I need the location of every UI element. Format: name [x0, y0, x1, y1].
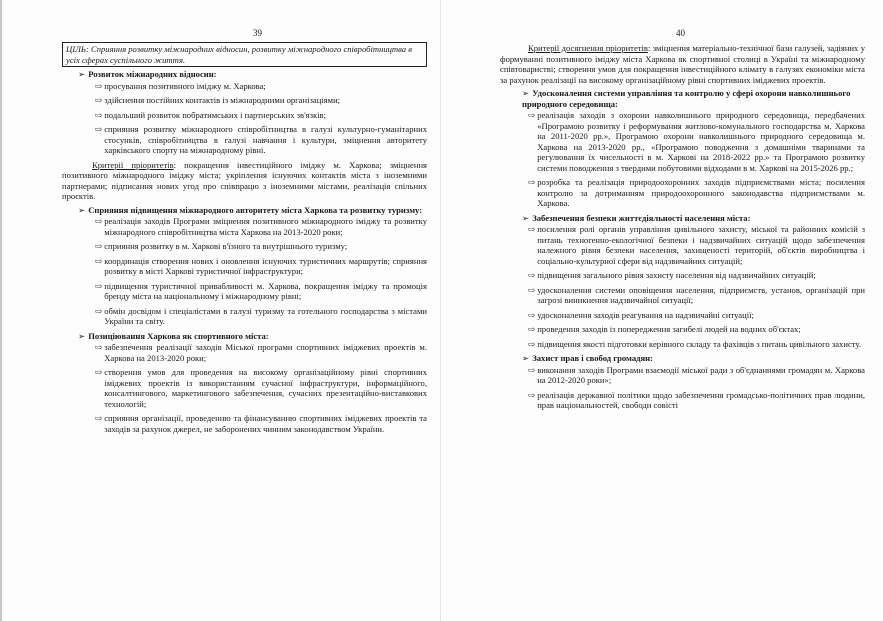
arrow-bullet-icon: ⇨ [95, 124, 103, 134]
list-item [95, 95, 427, 106]
list-item-text: сприяння розвитку міжнародного співробітництва в галузі культурно-гуманітарних стосунків, співробітництва в галузі навчання і культури, зміцнення авторитету харківського спорту на міжнародному рівні. [104, 124, 427, 155]
arrow-bullet-icon: ⇨ [528, 110, 536, 120]
bullet-list [500, 365, 865, 411]
list-item-text: підвищення загального рівня захисту населення від надзвичайних ситуацій; [537, 270, 816, 280]
criteria-paragraph: Критерії досягнення пріоритетів: зміцнення матеріально-технічної бази галузей, задіяних у формуванні позитивного іміджу міста Харкова як спортивної столиці в Україні та міжнародному співтоваристві; створення умов для покращення інвестиційного клімату в галузях економіки міста за рахунок реалізації на високому організаційному рівні спортивних іміджевих проектів. [500, 43, 865, 85]
list-item-text: реалізація заходів Програми зміцнення позитивного міжнародного іміджу та розвитку міжнародного співробітництва міста Харкова на 2013-2020 роки; [104, 216, 427, 237]
bullet-list [62, 342, 427, 434]
list-item-text: проведення заходів із попередження загибелі людей на водних об'єктах; [537, 324, 801, 334]
list-item [95, 256, 427, 277]
triangle-bullet-icon: ➢ [522, 212, 530, 223]
arrow-bullet-icon: ⇨ [95, 109, 103, 120]
list-item [95, 241, 427, 252]
list-item-text: реалізація державної політики щодо забезпечення громадсько-політичних прав людини, прав національностей, свободи совісті [537, 389, 865, 410]
arrow-bullet-icon: ⇨ [528, 309, 536, 320]
page-number-left: 39 [253, 28, 262, 38]
arrow-bullet-icon: ⇨ [95, 280, 103, 291]
triangle-bullet-icon: ➢ [522, 88, 530, 98]
list-item [95, 81, 427, 92]
list-item-text: сприяння організації, проведенню та фінансуванню спортивних іміджевих проектів та заходів за рахунок джерел, не заборонених чинним законодавством України. [104, 413, 427, 434]
arrow-bullet-icon: ⇨ [528, 364, 536, 375]
arrow-bullet-icon: ⇨ [95, 342, 103, 352]
arrow-bullet-icon: ⇨ [528, 224, 536, 234]
arrow-bullet-icon: ⇨ [528, 270, 536, 280]
section-heading: ➢ Сприяння підвищення міжнародного авторитету міста Харкова та розвитку туризму: [78, 204, 423, 215]
list-item [528, 339, 865, 350]
arrow-bullet-icon: ⇨ [528, 389, 536, 400]
section-heading: ➢ Удосконалення системи управління та контролю у сфері охорони навколишнього природного середовища: [522, 88, 851, 109]
list-item [528, 310, 865, 321]
list-item [528, 285, 865, 306]
arrow-bullet-icon: ⇨ [95, 80, 103, 91]
triangle-bullet-icon: ➢ [78, 69, 86, 79]
arrow-bullet-icon: ⇨ [95, 216, 103, 226]
arrow-bullet-icon: ⇨ [95, 241, 103, 251]
arrow-bullet-icon: ⇨ [95, 305, 103, 316]
list-item [528, 365, 865, 386]
list-item [528, 177, 865, 209]
list-item [95, 413, 427, 434]
list-item-text: підвищення туристичної привабливості м. Харкова, покращення іміджу та промоція бренду міста на національному і міжнародному рівні; [104, 280, 427, 301]
bullet-list [500, 110, 865, 209]
triangle-bullet-icon: ➢ [522, 353, 530, 363]
list-item [528, 390, 865, 411]
arrow-bullet-icon: ⇨ [95, 255, 103, 266]
scan-edge [0, 0, 2, 621]
list-item-text: подальший розвиток побратимських і партнерських зв'язків; [104, 109, 327, 120]
list-item [95, 306, 427, 327]
list-item-text: удосконалення заходів реагування на надзвичайні ситуації; [537, 309, 754, 320]
list-item-text: просування позитивного іміджу м. Харкова; [104, 80, 266, 91]
arrow-bullet-icon: ⇨ [528, 177, 536, 187]
list-item [95, 124, 427, 156]
bullet-list [62, 216, 427, 327]
list-item [95, 110, 427, 121]
left-page [62, 42, 427, 438]
list-item [528, 270, 865, 281]
list-item-text: обмін досвідом і спеціалістами в галузі туризму та готельного господарства з містами України та світу. [104, 305, 427, 326]
arrow-bullet-icon: ⇨ [95, 367, 103, 377]
list-item-text: виконання заходів Програми взаємодії міської ради з об'єднаннями громадян м. Харкова на 2012-2020 роки»; [537, 364, 865, 385]
list-item-text: сприяння розвитку в м. Харкові в'їзного та внутрішнього туризму; [104, 241, 348, 251]
arrow-bullet-icon: ⇨ [95, 95, 103, 105]
section-heading: ➢ Захист прав і свобод громадян: [522, 353, 653, 363]
arrow-bullet-icon: ⇨ [528, 284, 536, 295]
section-heading: ➢ Позиціювання Харкова як спортивного міста: [78, 330, 269, 341]
list-item-text: здійснення постійних контактів із міжнародними організаціями; [104, 95, 341, 105]
triangle-bullet-icon: ➢ [78, 204, 86, 215]
list-item-text: забезпечення реалізації заходів Міської програми спортивних іміджевих проектів м. Харкова на 2013-2020 роки; [104, 342, 427, 363]
bullet-list [62, 81, 427, 156]
section-heading: ➢ Забезпечення безпеки життєдіяльності населення міста: [522, 212, 751, 223]
goal-box: ЦІЛЬ: Сприяння розвитку міжнародних відносин, розвитку міжнародного співробітництва в усіх сферах суспільного життя. [62, 42, 427, 67]
right-page [500, 42, 865, 415]
list-item-text: посилення ролі органів управління цивільного захисту, міської та районних комісій з питань техногенно-екологічної безпеки і надзвичайних ситуацій щодо забезпечення належного рівня безпеки населення, захищеності територій, об'єктів виробництва і соціально-культурної сфери від надзвичайних ситуацій; [537, 224, 865, 266]
list-item-text: реалізація заходів з охорони навколишнього природного середовища, передбачених «Програмою розвитку і реформування житлово-комунального господарства м. Харкова на 2011-2020 рр.», Програмою охорони навколишнього природного середовища м. Харкова на 2013-2020 рр., «Програмою поводження з домашніми тваринами та регулювання їх чисельності в м. Харкові на 2018-2022 рр.» та Програмою розвитку системи поводження з твердими побутовими відходами в м. Харкові на 2015-2026 рр.; [537, 110, 865, 173]
list-item-text: підвищення якості підготовки керівного складу та фахівців з питань цивільного захисту. [537, 338, 861, 349]
list-item-text: координація створення нових і оновлення існуючих туристичних маршрутів; сприяння розвитку в місті Харкові туристичної інфраструктури; [104, 255, 427, 276]
list-item-text: удосконалення системи оповіщення населення, підприємств, установ, організацій при загрозі виникнення надзвичайної ситуації; [537, 284, 865, 305]
list-item [528, 224, 865, 266]
bullet-list [500, 224, 865, 349]
arrow-bullet-icon: ⇨ [528, 324, 536, 334]
list-item [528, 110, 865, 173]
section-heading: ➢ Розвиток міжнародних відносин: [78, 69, 217, 79]
list-item [528, 324, 865, 335]
list-item-text: створення умов для проведення на високому організаційному рівні спортивних іміджевих проектів із використанням сучасної інфраструктури, інформаційного, консалтингового, маркетингового забезпечення, сучасних презентаційно-виставкових технологій; [104, 367, 427, 409]
list-item [95, 281, 427, 302]
page-number-right: 40 [676, 28, 685, 38]
list-item [95, 216, 427, 237]
triangle-bullet-icon: ➢ [78, 330, 86, 341]
page-fold [440, 0, 441, 621]
arrow-bullet-icon: ⇨ [528, 338, 536, 349]
list-item [95, 342, 427, 363]
list-item-text: розробка та реалізація природоохоронних заходів підприємствами міста; посилення контролю за дотриманням природоохоронного законодавства підприємствами м. Харкова. [537, 177, 865, 208]
arrow-bullet-icon: ⇨ [95, 413, 103, 423]
list-item [95, 367, 427, 409]
criteria-paragraph: Критерії пріоритетів: покращення інвестиційного іміджу м. Харкова; зміцнення позитивного міжнародного іміджу міста; укріплення існуючих контактів міста з іноземними партнерами; підписання нових угод про співпрацю з іноземними містами, реалізація спільних проєктів. [62, 159, 427, 201]
